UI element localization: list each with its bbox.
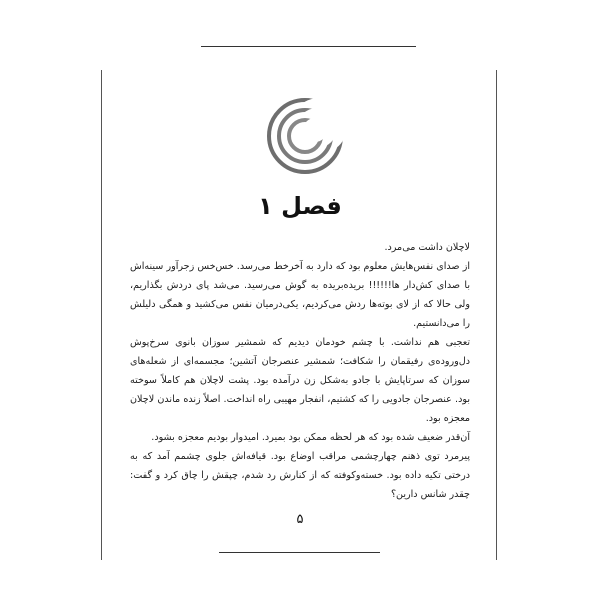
paragraph: پیرمرد توی ذهنم چهارچشمی مراقب اوضاع بود. قیافه‌اش جلوی چشمم آمد که به درختی تکیه داده بود. خسته‌وکوفته که از کنارش رد شدم، چپقش را چاق کرد و گفت: چقدر شانس دارین؟	[130, 451, 470, 500]
paragraph: آن‌قدر ضعیف شده بود که هر لحظه ممکن بود بمیرد. امیدوار بودیم معجزه بشود.	[151, 432, 470, 443]
top-rule	[201, 46, 416, 47]
paragraph: لاچلان داشت می‌مرد.	[384, 242, 470, 253]
bottom-rule	[219, 552, 380, 553]
paragraph: از صدای نفس‌هایش معلوم بود که دارد به آخرخط می‌رسد. خس‌خس زجرآور سینه‌اش با صدای کش‌دار ها!!!!!! بریده‌بریده به گوش می‌رسید. می‌شد پای دردش بگذاریم، ولی حالا که از لای بوته‌ها ردش می‌کردیم، یکی‌درمیان نفس می‌کشید و همگی دلیلش را می‌دانستیم.	[130, 261, 470, 329]
paragraph: تعجبی هم نداشت. با چشم خودمان دیدیم که شمشیر سوزان بانوی سرخ‌پوش دل‌وروده‌ی رفیقمان را شکافت؛ شمشیر عنصرجان آتشین؛ مجسمه‌ای از شعله‌های سوزان که سرتاپایش با جادو به‌شکل زن درآمده بود. پشت لاچلان هم کاملاً سوخته بود. عنصرجان جادویی را که کشتیم، انفجار مهیبی راه انداخت. اصلاً زنده ماندن لاچلان معجزه بود.	[130, 337, 470, 424]
body-text	[130, 238, 470, 504]
crescent-rings-icon	[265, 96, 345, 176]
chapter-title: فصل ۱	[258, 192, 342, 220]
page-number: ۵	[296, 512, 304, 527]
